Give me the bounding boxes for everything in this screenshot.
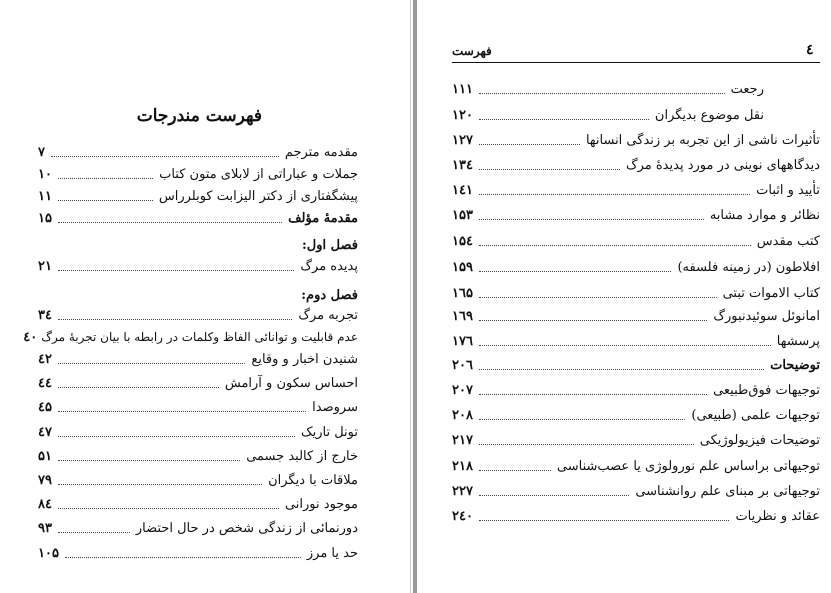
entry-page: ۵۱ — [38, 448, 52, 464]
toc-entry — [452, 355, 820, 375]
entry-page: ٤۲ — [38, 351, 52, 367]
leader-dots — [58, 387, 219, 388]
leader-dots — [58, 460, 240, 461]
entry-page: ۲۰٦ — [452, 357, 473, 373]
leader-dots — [58, 200, 153, 201]
entry-page: ٤۷ — [38, 424, 52, 440]
entry-title: حد یا مرز — [306, 545, 358, 561]
leader-dots — [58, 484, 262, 485]
entry-page: ۳٤ — [38, 307, 52, 323]
entry-title: پدیده مرگ — [300, 258, 358, 274]
entry-page: ۲۱ — [38, 258, 52, 274]
leader-dots — [479, 219, 704, 220]
toc-entry — [38, 142, 358, 162]
entry-title: تأیید و اثبات — [756, 182, 820, 198]
toc-entry — [38, 349, 358, 369]
toc-entry — [452, 405, 820, 425]
toc-entry — [452, 331, 820, 351]
toc-entry — [452, 506, 820, 526]
leader-dots — [58, 222, 282, 223]
entry-page: ۷ — [38, 144, 45, 160]
entry-title: مقدمهٔ مؤلف — [288, 210, 358, 226]
toc-entry — [38, 543, 358, 563]
toc-entry — [452, 79, 764, 99]
entry-title: احساس سکون و آرامش — [224, 375, 358, 391]
book-gutter — [413, 0, 417, 593]
entry-title: عقائد و نظریات — [735, 508, 820, 524]
entry-title: ملاقات با دیگران — [268, 472, 358, 488]
running-header: فهرست — [452, 44, 492, 58]
entry-page: ۱۱ — [38, 188, 52, 204]
entry-page: ۲٤۰ — [452, 508, 473, 524]
entry-page: ۱٦۹ — [452, 308, 473, 324]
header-rule — [452, 62, 820, 63]
entry-title: توجیهات فوق‌طبیعی — [713, 382, 820, 398]
toc-entry — [38, 470, 358, 490]
entry-title: عدم قابلیت و توانائی الفاظ وکلمات در رابطه با بیان تجربهٔ مرگ — [41, 330, 358, 344]
toc-entry — [452, 155, 820, 175]
entry-title: تونل تاریک — [300, 424, 358, 440]
toc-entry — [452, 105, 764, 125]
chapter-heading: فصل اول: — [302, 238, 358, 253]
entry-page: ۲۰۷ — [452, 382, 473, 398]
entry-title: افلاطون (در زمینه فلسفه) — [677, 259, 820, 275]
toc-entry — [23, 327, 358, 347]
entry-page: ۱۵۹ — [452, 259, 473, 275]
leader-dots — [58, 532, 130, 533]
entry-title: پیشگفتاری از دکتر الیزابت کوبلرراس — [158, 188, 358, 204]
entry-page: ۱٤۱ — [452, 182, 473, 198]
entry-title: کتاب الاموات تبتی — [722, 285, 820, 301]
leader-dots — [479, 444, 694, 445]
toc-entry — [452, 180, 820, 200]
leader-dots — [479, 245, 751, 246]
entry-title: توجیهات علمی (طبیعی) — [691, 407, 820, 423]
leader-dots — [479, 297, 717, 298]
toc-entry — [452, 257, 820, 277]
entry-page: ٤٤ — [38, 375, 52, 391]
leader-dots — [479, 119, 649, 120]
toc-entry — [38, 305, 358, 325]
toc-entry — [38, 397, 358, 417]
entry-title: تجربه مرگ — [298, 307, 358, 323]
entry-title: نقل موضوع بدیگران — [654, 107, 764, 123]
entry-title: موجود نورانی — [284, 496, 358, 512]
entry-page: ۹۳ — [38, 520, 52, 536]
entry-title: جملات و عباراتی از لابلای متون کتاب — [159, 166, 358, 182]
toc-entry — [38, 518, 358, 538]
entry-title: تأثیرات ناشی از این تجربه بر زندگی انسانها — [585, 132, 820, 148]
entry-title: امانوئل سوئیدنبورگ — [713, 308, 820, 324]
toc-entry — [452, 456, 820, 476]
toc-entry — [452, 205, 820, 225]
entry-title: سروصدا — [312, 399, 358, 415]
toc-entry — [452, 306, 820, 326]
leader-dots — [479, 93, 725, 94]
toc-entry — [452, 130, 820, 150]
leader-dots — [65, 557, 301, 558]
entry-page: ۲۲۷ — [452, 483, 473, 499]
entry-page: ۸٤ — [38, 496, 52, 512]
leader-dots — [479, 144, 580, 145]
toc-entry — [38, 164, 358, 184]
leader-dots — [479, 369, 764, 370]
entry-title: خارج از کالبد جسمی — [246, 448, 358, 464]
leader-dots — [479, 495, 629, 496]
entry-page: ۱۲۰ — [452, 107, 473, 123]
toc-title: فهرست مندرجات — [136, 106, 262, 126]
entry-page: ۱۱۱ — [452, 81, 473, 97]
entry-title: توضیحات فیزیولوژیکی — [699, 432, 820, 448]
leader-dots — [479, 271, 672, 272]
entry-page: ۷۹ — [38, 472, 52, 488]
toc-entry — [38, 256, 358, 276]
entry-page: ٤۵ — [38, 399, 52, 415]
entry-page: ۱۵٤ — [452, 233, 473, 249]
toc-entry — [38, 494, 358, 514]
chapter-heading: فصل دوم: — [301, 288, 358, 303]
entry-title: پرسشها — [776, 333, 820, 349]
entry-page: ۱۰۵ — [38, 545, 59, 561]
leader-dots — [479, 394, 707, 395]
entry-title: رجعت — [730, 81, 764, 97]
toc-entry — [452, 380, 820, 400]
leader-dots — [58, 178, 153, 179]
entry-page: ۱۵۳ — [452, 207, 473, 223]
toc-entry — [452, 231, 820, 251]
entry-title: کتب مقدس — [756, 233, 820, 249]
toc-entry — [38, 446, 358, 466]
entry-title: نظائر و موارد مشابه — [709, 207, 820, 223]
leader-dots — [479, 320, 707, 321]
entry-page: ۲۰۸ — [452, 407, 473, 423]
leader-dots — [479, 520, 729, 521]
entry-page: ۱۳٤ — [452, 157, 473, 173]
toc-entry — [452, 430, 820, 450]
entry-page: ۱۵ — [38, 210, 52, 226]
leader-dots — [479, 194, 750, 195]
leader-dots — [58, 436, 295, 437]
entry-title: توجیهاتی براساس علم نورولوژی یا عصب‌شناسی — [556, 458, 820, 474]
entry-page: ۲۱۷ — [452, 432, 473, 448]
entry-title: توضیحات — [770, 357, 820, 373]
entry-page: ۱٦۵ — [452, 285, 473, 301]
leader-dots — [58, 270, 294, 271]
leader-dots — [479, 470, 551, 471]
entry-page: ۱۰ — [38, 166, 52, 182]
entry-title: دیدگاههای نوینی در مورد پدیدهٔ مرگ — [625, 157, 820, 173]
entry-title: مقدمه مترجم — [284, 144, 358, 160]
entry-title: شنیدن اخبار و وقایع — [251, 351, 358, 367]
leader-dots — [479, 169, 620, 170]
toc-entry — [38, 422, 358, 442]
entry-page: ٤۰ — [23, 329, 38, 345]
page-number: ٤ — [806, 42, 814, 58]
toc-entry — [452, 481, 820, 501]
leader-dots — [58, 508, 279, 509]
leader-dots — [479, 345, 771, 346]
entry-page: ۲۱۸ — [452, 458, 473, 474]
leader-dots — [51, 156, 279, 157]
entry-page: ۱۷٦ — [452, 333, 473, 349]
toc-entry — [38, 208, 358, 228]
entry-title: دورنمائی از زندگی شخص در حال احتضار — [135, 520, 358, 536]
leader-dots — [58, 411, 306, 412]
toc-entry — [38, 373, 358, 393]
toc-entry — [38, 186, 358, 206]
entry-page: ۱۲۷ — [452, 132, 473, 148]
toc-entry — [452, 283, 820, 303]
page-fold-shadow — [410, 0, 411, 593]
leader-dots — [58, 319, 292, 320]
leader-dots — [479, 419, 685, 420]
leader-dots — [58, 363, 245, 364]
entry-title: توجیهاتی بر مبنای علم روانشناسی — [635, 483, 820, 499]
